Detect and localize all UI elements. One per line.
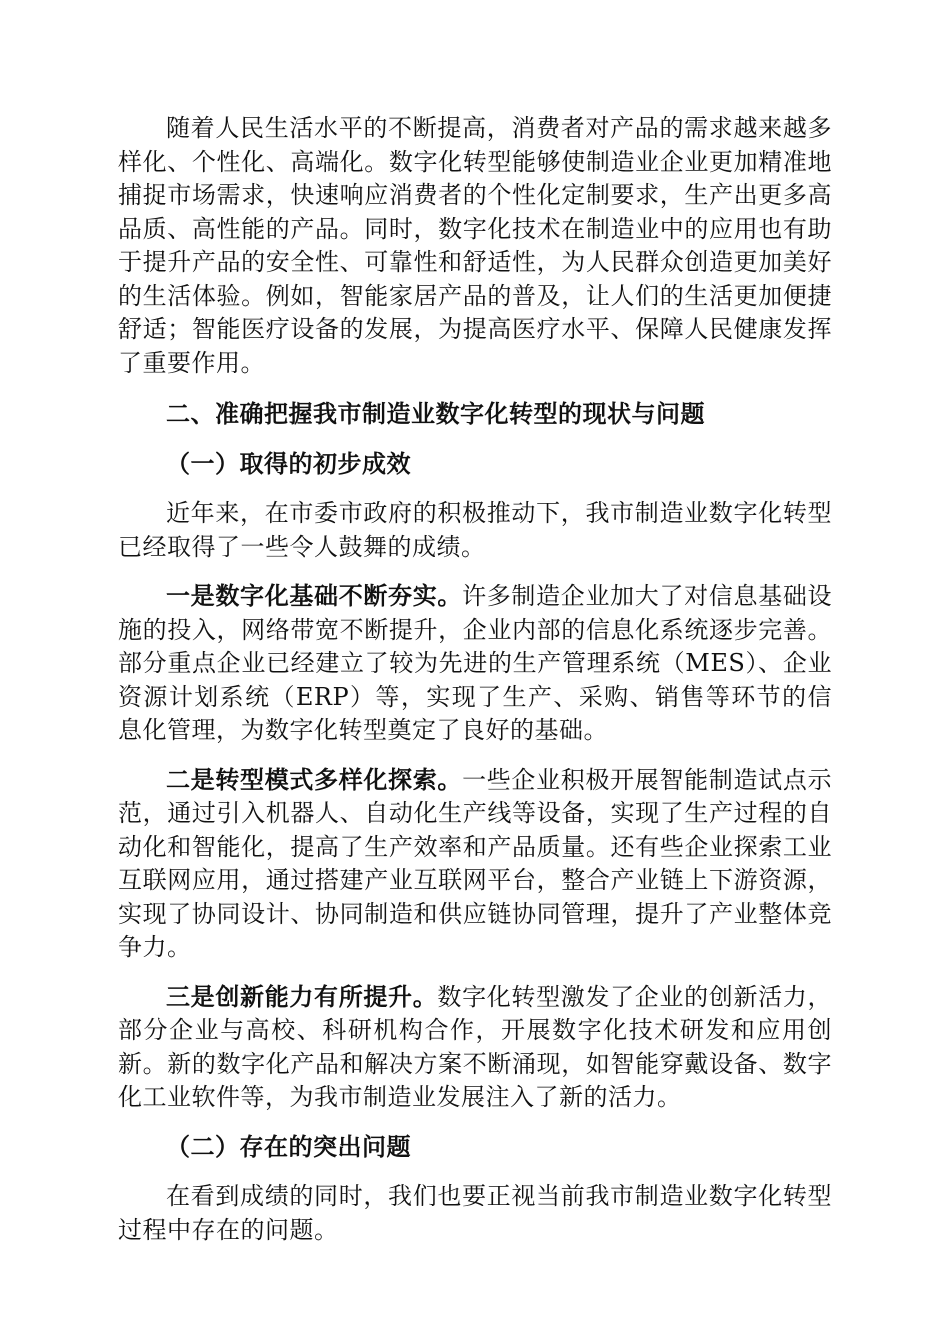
lead-phrase-3: 三是创新能力有所提升。 (166, 982, 438, 1011)
subsection-heading-achievements: （一）取得的初步成效 (166, 449, 411, 478)
paragraph-body-3: 数字化转型激发了企业的创新活力，部分企业与高校、科研机构合作，开展数字化技术研发和应用创新。新的数字化产品和解决方案不断涌现，如智能穿戴设备、数字化工业软件等，为我市制造业发展注入了新的活力。 (118, 982, 833, 1111)
paragraph-intro-problems: 在看到成绩的同时，我们也要正视当前我市制造业数字化转型过程中存在的问题。 (118, 1182, 832, 1244)
paragraph-body-1: 许多制造企业加大了对信息基础设施的投入，网络带宽不断提升，企业内部的信息化系统逐步完善。部分重点企业已经建立了较为先进的生产管理系统（MES）、企业资源计划系统（ERP）等，实现了生产、采购、销售等环节的信息化管理，为数字化转型奠定了良好的基础。 (118, 582, 833, 744)
section-heading: 二、准确把握我市制造业数字化转型的现状与问题 (166, 400, 705, 428)
paragraph-living-standards: 随着人民生活水平的不断提高，消费者对产品的需求越来越多样化、个性化、高端化。数字化转型能够使制造业企业更加精准地捕捉市场需求，快速响应消费者的个性化定制要求，生产出更多高品质、高性能的产品。同时，数字化技术在制造业中的应用也有助于提升产品的安全性、可靠性和舒适性，为人民群众创造更加美好的生活体验。例如，智能家居产品的普及，让人们的生活更加便捷舒适；智能医疗设备的发展，为提高医疗水平、保障人民健康发挥了重要作用。 (118, 114, 832, 377)
subsection-heading-problems: （二）存在的突出问题 (166, 1132, 411, 1161)
paragraph-body-2: 一些企业积极开展智能制造试点示范，通过引入机器人、自动化生产线等设备，实现了生产过程的自动化和智能化，提高了生产效率和产品质量。还有些企业探索工业互联网应用，通过搭建产业互联网平台，整合产业链上下游资源，实现了协同设计、协同制造和供应链协同管理，提升了产业整体竞争力。 (118, 765, 833, 961)
lead-phrase-1: 一是数字化基础不断夯实。 (166, 582, 463, 610)
paragraph-intro-achievements: 近年来，在市委市政府的积极推动下，我市制造业数字化转型已经取得了一些令人鼓舞的成绩。 (118, 499, 832, 561)
paragraph-transformation-models (118, 764, 832, 965)
paragraph-innovation-capacity (118, 981, 832, 1115)
paragraph-digital-foundation (118, 580, 832, 748)
lead-phrase-2: 二是转型模式多样化探索。 (166, 765, 463, 794)
